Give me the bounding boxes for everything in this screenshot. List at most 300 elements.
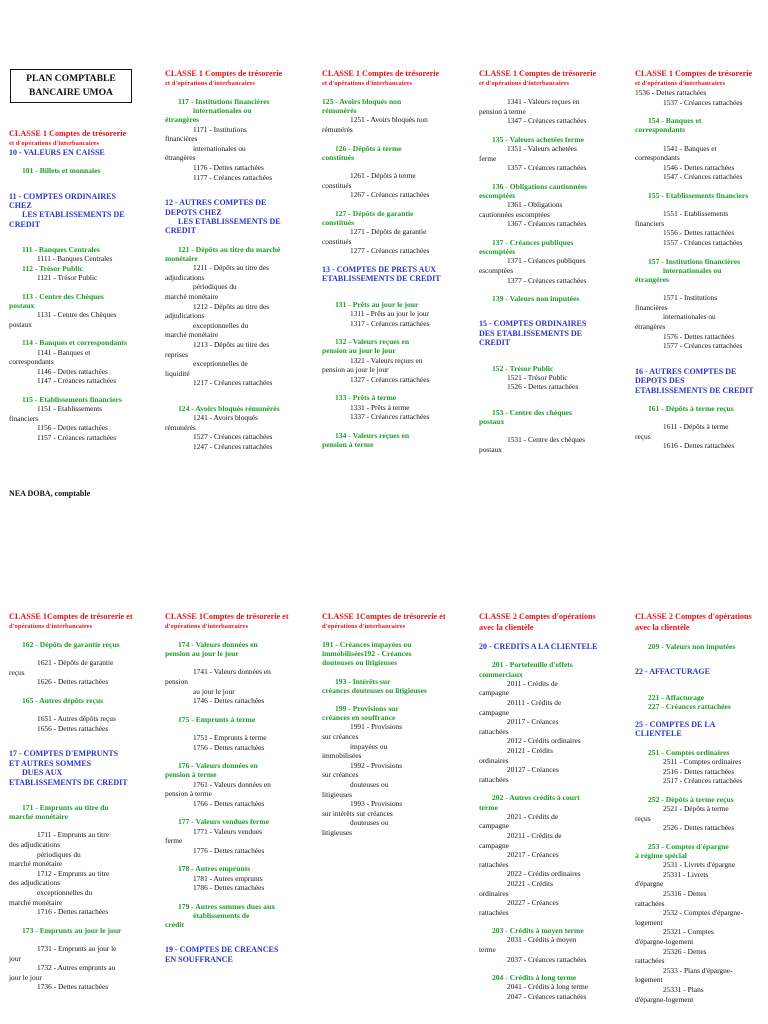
account-line: marché monétaire: [165, 330, 219, 340]
subsection-heading: 113 - Centre des Chèques: [22, 291, 104, 301]
account-line: 25326 - Dettes: [663, 946, 707, 956]
spacer: [9, 329, 147, 338]
spacer: [165, 182, 303, 198]
subsection-heading: pension au jour le jour: [322, 346, 396, 356]
subsection-heading: pension à terme: [165, 770, 217, 780]
account-line: 1541 - Banques et: [663, 143, 717, 153]
spacer: [322, 695, 460, 704]
account-line: 1377 - Créances rattachées: [507, 275, 587, 285]
subsection-heading: étrangères: [165, 115, 200, 125]
bottom-column-2: [165, 611, 303, 964]
account-line: correspondants: [9, 357, 54, 367]
section-heading: DEPOTS DES: [635, 376, 685, 386]
subsection-heading: 165 - Autres dépôts reçus: [22, 695, 104, 705]
account-line: 20217 - Créances: [507, 850, 559, 860]
account-line: impayées ou: [350, 741, 388, 751]
account-line: 1771 - Valeurs vendues: [193, 826, 263, 836]
subsection-heading: 135 - Valeurs achetées ferme: [492, 134, 584, 144]
account-line: rémunérés: [165, 422, 196, 432]
subsection-heading: 111 - Banques Centrales: [22, 245, 100, 255]
account-line: 2047 - Créances rattachées: [507, 992, 587, 1002]
account-line: 2531 - Livrets d'épargne: [663, 860, 736, 870]
subsection-heading: 137 - Créances publiques: [492, 237, 574, 247]
spacer: [165, 658, 303, 667]
account-line: 1157 - Créances rattachées: [37, 432, 117, 442]
account-line: exceptionnelles du: [193, 320, 249, 330]
account-line: 2526 - Dettes rattachées: [663, 823, 735, 833]
spacer: [165, 808, 303, 817]
account-line: 1347 - Créances rattachées: [507, 116, 587, 126]
bottom-column-3: [322, 611, 460, 838]
spacer: [635, 677, 768, 693]
spacer: [322, 422, 460, 431]
account-line: des adjudications: [9, 878, 61, 888]
subsection-heading: 117 - Institutions financières: [178, 97, 270, 106]
class-heading: avec la clientèle: [635, 623, 690, 632]
spacer: [635, 395, 768, 404]
account-line: 1177 - Créances rattachées: [193, 172, 273, 182]
account-line: rattachées: [479, 774, 509, 784]
top-column-4: [479, 68, 617, 455]
subsection-heading: 121 - Dépôts au titre du marché: [178, 244, 281, 254]
account-line: campagne: [479, 840, 509, 850]
spacer: [165, 706, 303, 715]
class-heading: CLASSE 2 Comptes d'opérations: [635, 612, 752, 621]
spacer: [322, 88, 460, 97]
class-heading: et d'opérations d'interbancaires: [9, 140, 100, 147]
account-line: 2517 - Créances rattachées: [663, 776, 743, 786]
account-line: 1576 - Dettes rattachées: [663, 331, 735, 341]
account-line: rattachées: [635, 898, 665, 908]
account-line: 1147 - Créances rattachées: [37, 376, 117, 386]
bottom-column-5: [635, 611, 768, 1004]
account-line: 1131 - Centre des Chèques: [37, 310, 117, 320]
account-line: 2031 - Crédits à moyen: [507, 935, 577, 945]
account-line: campagne: [479, 688, 509, 698]
spacer: [635, 200, 768, 209]
subsection-heading: douteuses ou litigieuses: [322, 658, 398, 668]
account-line: reçus: [635, 813, 651, 823]
class-heading: CLASSE 1 Comptes de trésorerie: [479, 69, 597, 78]
account-line: reçus: [9, 667, 25, 677]
account-line: financières: [635, 302, 668, 312]
spacer: [322, 162, 460, 171]
account-line: étrangères: [165, 153, 196, 163]
class-heading: d'opérations d'interbancaires: [165, 623, 249, 630]
account-line: 1371 - Créances publiques: [507, 256, 586, 266]
account-line: étrangères: [635, 321, 666, 331]
account-line: 1756 - Dettes rattachées: [193, 742, 265, 752]
account-line: escomptées: [479, 265, 514, 275]
account-line: 1211 - Dépôts au titre des: [193, 263, 269, 273]
account-line: 20227 - Créances: [507, 898, 559, 908]
account-line: 1146 - Dettes rattachées: [37, 366, 108, 376]
class-heading: d'opérations d'interbancaires: [322, 623, 406, 630]
class-heading: CLASSE 1 Comptes de trésorerie: [9, 129, 127, 138]
section-heading: CREDIT: [9, 219, 41, 229]
account-line: 1551 - Etablissements: [663, 209, 729, 219]
class-heading: CLASSE 1 Comptes de trésorerie: [322, 69, 440, 78]
spacer: [165, 236, 303, 245]
account-line: pension: [165, 677, 188, 686]
class-heading: et d'opérations d'interbancaires: [165, 80, 256, 87]
account-line: financiers: [635, 218, 665, 228]
account-line: 1151 - Etablissements: [37, 404, 102, 414]
spacer: [479, 229, 617, 238]
subsection-heading: crédit: [165, 920, 184, 930]
spacer: [165, 388, 303, 404]
subsection-heading: postaux: [9, 301, 35, 311]
account-line: jour: [9, 953, 21, 963]
subsection-heading: 204 - Crédits à long terme: [492, 973, 577, 983]
account-line: 1311 - Prêts au jour le jour: [350, 308, 429, 318]
class-heading: CLASSE 1Comptes de trésorerie et: [9, 612, 133, 621]
account-line: exceptionnelles du: [37, 887, 93, 897]
subsection-heading: étrangères: [635, 274, 670, 284]
top-column-2: [165, 68, 303, 452]
account-line: 1547 - Créances rattachées: [663, 172, 743, 182]
class-heading: CLASSE 1Comptes de trésorerie et: [165, 612, 289, 621]
subsection-heading: 127 - Dépôts de garantie: [335, 208, 414, 218]
account-line: jour le jour: [9, 972, 42, 982]
account-line: 25311 - Livrets: [663, 869, 709, 879]
subsection-heading: pension au jour le jour: [165, 649, 239, 659]
section-heading: 22 - AFFACTURAGE: [635, 667, 710, 677]
signature-line: NEA DOBA, comptable: [9, 489, 91, 498]
section-heading: 17 - COMPTES D'EMPRUNTS: [9, 749, 119, 759]
spacer: [479, 426, 617, 435]
account-line: 1337 - Créances rattachées: [350, 412, 430, 422]
account-line: pension à terme: [165, 789, 212, 799]
account-line: au jour le jour: [193, 686, 235, 696]
subsection-heading: 178 - Autres emprunts: [178, 864, 251, 874]
subsection-heading: 115 - Etablissements financiers: [22, 395, 122, 404]
account-line: 1557 - Créances rattachées: [663, 237, 743, 247]
account-line: 1331 - Prêts à terme: [350, 402, 410, 412]
account-line: 1141 - Banques et: [37, 347, 91, 357]
account-line: 1171 - Institutions: [193, 124, 247, 134]
top-column-1: [9, 104, 147, 443]
subsection-heading: internationales ou: [193, 106, 252, 116]
section-heading: EN SOUFFRANCE: [165, 954, 233, 964]
account-line: 1616 - Dettes rattachées: [663, 441, 735, 451]
spacer: [165, 724, 303, 733]
spacer: [9, 705, 147, 714]
class-heading: CLASSE 1 Comptes de trésorerie: [635, 69, 753, 78]
subsection-heading: 136 - Obligations cautionnées: [492, 181, 588, 191]
class-heading: d'opérations d'interbancaires: [9, 623, 93, 630]
account-line: 20121 - Crédits: [507, 745, 553, 755]
account-line: 1746 - Dettes rattachées: [193, 696, 265, 706]
subsection-heading: 134 - Valeurs reçues en: [335, 430, 410, 440]
subsection-heading: 154 - Banques et: [648, 116, 702, 126]
account-line: 1111 - Banques Centrales: [37, 254, 113, 264]
account-line: 2533 - Plans d'épargne-: [663, 965, 733, 975]
spacer: [9, 104, 147, 128]
spacer: [479, 964, 617, 973]
subsection-heading: 191 - Créances impayées ou: [322, 640, 412, 649]
account-line: internationales ou: [193, 143, 246, 153]
spacer: [9, 733, 147, 749]
spacer: [479, 651, 617, 660]
subsection-heading: créances en souffrance: [322, 713, 396, 723]
account-line: 1241 - Avoirs bloqués: [193, 413, 258, 423]
subsection-heading: 153 - Centre des chèques: [492, 407, 573, 417]
subsection-heading: 201 - Portefeuille d'effets: [492, 660, 573, 670]
account-line: internationales ou: [663, 312, 716, 322]
subsection-heading: 101 - Billets et monnaies: [22, 166, 101, 176]
account-line: sur créances: [322, 732, 359, 742]
account-line: constitués: [322, 180, 352, 190]
section-heading: ETABLISSEMENTS DE CREDIT: [635, 385, 754, 395]
account-line: 1277 - Créances rattachées: [350, 246, 430, 256]
account-line: 1571 - Institutions: [663, 293, 718, 303]
spacer: [9, 631, 147, 640]
account-line: sur créances: [322, 770, 359, 780]
account-line: d'épargne-logement: [635, 936, 694, 946]
subsection-heading: 139 - Valeurs non imputées: [492, 294, 580, 304]
spacer: [479, 88, 617, 97]
subsection-heading: 132 - Valeurs reçues en: [335, 337, 410, 347]
account-line: 1751 - Emprunts à terme: [193, 732, 267, 742]
account-line: campagne: [479, 821, 509, 831]
section-heading: ETABLISSEMENTS DE CREDIT: [9, 777, 128, 787]
account-line: 1786 - Dettes rattachées: [193, 883, 265, 893]
account-line: 1766 - Dettes rattachées: [193, 798, 265, 808]
subsection-heading: 251 - Comptes ordinaires: [648, 747, 730, 757]
account-line: 2521 - Dépôts à terme: [663, 804, 729, 814]
subsection-heading: escomptées: [479, 190, 516, 200]
spacer: [322, 668, 460, 677]
subsection-heading: commerciaux: [479, 669, 523, 679]
account-line: 1261 - Dépôts à terme: [350, 171, 416, 180]
subsection-heading: 124 - Avoirs bloqués rémunérés: [178, 403, 280, 413]
account-line: 2037 - Créances rattachées: [507, 954, 587, 964]
spacer: [635, 248, 768, 257]
subsection-heading: 171 - Emprunts au titre du: [22, 803, 109, 812]
account-line: d'épargne: [635, 879, 664, 889]
account-line: 2041 - Crédits à long terme: [507, 982, 589, 992]
section-heading: CLIENTELE: [635, 729, 682, 739]
account-line: postaux: [9, 319, 32, 329]
spacer: [479, 348, 617, 364]
subsection-heading: créances douteuses ou litigieuses: [322, 685, 427, 695]
account-line: marché monétaire: [9, 897, 63, 907]
account-line: d'épargne-logement: [635, 994, 694, 1004]
spacer: [165, 893, 303, 902]
account-line: terme: [479, 945, 496, 955]
spacer: [9, 821, 147, 830]
account-line: sur intérêts sur créances: [322, 808, 393, 818]
account-line: 1217 - Créances rattachées: [193, 378, 273, 388]
subsection-heading: rémunérés: [322, 106, 357, 116]
account-line: 2511 - Comptes ordinaires: [663, 757, 742, 767]
spacer: [9, 176, 147, 192]
spacer: [635, 107, 768, 116]
account-line: 1991 - Provisions: [350, 722, 403, 732]
account-line: périodiques du: [193, 282, 237, 292]
subsection-heading: escomptées: [479, 247, 516, 257]
spacer: [165, 88, 303, 97]
spacer: [165, 631, 303, 640]
spacer: [479, 126, 617, 135]
subsection-heading: terme: [479, 802, 498, 812]
subsection-heading: 177 - Valeurs vendues ferme: [178, 817, 270, 827]
account-line: 1526 - Dettes rattachées: [507, 382, 579, 392]
section-heading: ET AUTRES SOMMES: [9, 758, 92, 768]
account-line: 25316 - Dettes: [663, 888, 707, 898]
subsection-heading: immobilisées192 - Créances: [322, 649, 412, 659]
account-line: 1731 - Emprunts au jour le: [37, 943, 117, 953]
spacer: [635, 351, 768, 367]
account-line: rattachées: [479, 907, 509, 917]
account-line: 2012 - Crédits ordinaires: [507, 736, 581, 746]
account-line: postaux: [479, 444, 502, 454]
account-line: 1626 - Dettes rattachées: [37, 677, 109, 687]
subsection-heading: pension à terme: [322, 439, 374, 449]
account-line: douteuses ou: [350, 779, 389, 789]
account-line: 1121 - Trésor Public: [37, 273, 98, 283]
account-line: marché monétaire: [9, 859, 63, 869]
spacer: [9, 386, 147, 395]
spacer: [165, 752, 303, 761]
subsection-heading: 175 - Emprunts à terme: [178, 714, 256, 724]
subsection-heading: à régime spécial: [635, 851, 687, 860]
account-line: 1776 - Dettes rattachées: [193, 845, 265, 855]
account-line: reprises: [165, 349, 188, 359]
spacer: [322, 328, 460, 337]
spacer: [322, 284, 460, 300]
account-line: pension au jour le jour: [322, 365, 389, 375]
subsection-heading: 126 - Dépôts à terme: [335, 143, 402, 153]
subsection-heading: 112 - Trésor Public: [22, 264, 83, 274]
account-line: 1716 - Dettes rattachées: [37, 907, 109, 917]
spacer: [9, 229, 147, 245]
top-column-3: [322, 68, 460, 449]
account-line: 1341 - Valeurs reçues en: [507, 97, 580, 106]
account-line: adjudications: [165, 272, 205, 282]
account-line: litigieuses: [322, 789, 352, 799]
account-line: 1321 - Valeurs reçues en: [350, 355, 423, 365]
spacer: [9, 283, 147, 292]
account-line: 1212 - Dépôts au titre des: [193, 301, 270, 311]
subsection-heading: 252 - Dépôts à terme reçus: [648, 794, 734, 804]
section-heading: 25 - COMPTES DE LA: [635, 720, 716, 730]
spacer: [9, 935, 147, 944]
subsection-heading: 173 - Emprunts au jour le jour: [22, 925, 122, 935]
account-line: campagne: [479, 707, 509, 717]
account-line: ordinaires: [479, 888, 509, 898]
spacer: [9, 787, 147, 803]
account-line: 20111 - Crédits de: [507, 698, 562, 707]
account-line: ordinaires: [479, 755, 509, 765]
account-line: financières: [165, 134, 198, 144]
account-line: logement: [635, 975, 663, 985]
account-line: des adjudications: [9, 840, 61, 849]
subsection-heading: 227 - Créances rattachées: [648, 701, 731, 711]
subsection-heading: établissements de: [193, 910, 250, 920]
subsection-heading: 221 - Affacturage: [648, 692, 705, 702]
spacer: [479, 917, 617, 926]
spacer: [479, 392, 617, 408]
spacer: [635, 135, 768, 144]
account-line: immobilisées: [322, 751, 362, 761]
spacer: [479, 633, 617, 642]
account-line: 1656 - Dettes rattachées: [37, 723, 109, 733]
account-line: 1577 - Créances rattachées: [663, 341, 743, 351]
account-line: exceptionnelles de: [193, 359, 248, 369]
subsection-heading: 114 - Banques et correspondants: [22, 338, 127, 348]
account-line: 1556 - Dettes rattachées: [663, 228, 735, 238]
class-heading: CLASSE 2 Comptes d'opérations: [479, 612, 596, 621]
account-line: 25331 - Plans: [663, 984, 704, 994]
section-heading: DEPOTS CHEZ: [165, 207, 222, 217]
section-heading: 10 - VALEURS EN CAISSE: [9, 148, 105, 157]
spacer: [9, 157, 147, 166]
subsection-heading: monétaire: [165, 254, 198, 263]
account-line: 1267 - Créances rattachées: [350, 190, 430, 200]
account-line: litigieuses: [322, 827, 352, 837]
account-line: 1317 - Créances rattachées: [350, 318, 430, 328]
spacer: [322, 200, 460, 209]
account-line: 1711 - Emprunts au titre: [37, 830, 109, 840]
account-line: 2532 - Comptes d'épargne-: [663, 908, 743, 918]
account-line: 20221 - Crédits: [507, 878, 553, 888]
class-heading: CLASSE 1 Comptes de trésorerie: [165, 69, 283, 78]
spacer: [322, 256, 460, 265]
subsection-heading: 203 - Crédits à moyen terme: [492, 926, 584, 936]
account-line: 1251 - Avoirs bloqués non: [350, 115, 428, 125]
spacer: [635, 284, 768, 293]
spacer: [635, 651, 768, 667]
account-line: 1271 - Dépôts de garantie: [350, 227, 427, 237]
account-line: 1176 - Dettes rattachées: [193, 162, 264, 172]
section-heading: 15 - COMPTES ORDINAIRES: [479, 319, 587, 329]
bottom-column-1: [9, 611, 147, 992]
account-line: reçus: [635, 431, 651, 441]
account-line: 1651 - Autres dépôts reçus: [37, 714, 116, 724]
section-heading: DES ETABLISSEMENTS DE: [479, 328, 582, 338]
account-line: correspondants: [635, 153, 680, 163]
account-line: 20127 - Créances: [507, 765, 559, 775]
subsection-heading: 131 - Prêts au jour le jour: [335, 299, 419, 309]
account-line: 2021 - Crédits de: [507, 811, 559, 821]
class-heading: CLASSE 1Comptes de trésorerie et: [322, 612, 446, 621]
section-heading: LES ETABLISSEMENTS DE: [22, 210, 125, 220]
account-line: 20211 - Crédits de: [507, 830, 562, 840]
account-line: 1611 - Dépôts à terme: [663, 422, 729, 432]
spacer: [479, 303, 617, 319]
account-line: 1351 - Valeurs achetées: [507, 143, 577, 153]
subsection-heading: 174 - Valeurs données en: [178, 640, 258, 649]
section-heading: 11 - COMPTES ORDINAIRES: [9, 191, 116, 201]
account-line: 1213 - Dépôts au titre des: [193, 339, 270, 349]
spacer: [635, 413, 768, 422]
section-heading: LES ETABLISSEMENTS DE: [178, 216, 281, 226]
document-title-line-1: PLAN COMPTABLE: [26, 73, 116, 84]
subsection-heading: 155 - Etablissements financiers: [648, 190, 749, 200]
account-line: constitués: [322, 236, 352, 246]
account-line: 2516 - Dettes rattachées: [663, 766, 735, 776]
spacer: [635, 711, 768, 720]
account-line: adjudications: [165, 311, 205, 321]
section-heading: DUES AUX: [22, 768, 63, 778]
account-line: 1247 - Créances rattachées: [193, 441, 273, 451]
subsection-heading: 176 - Valeurs données en: [178, 761, 258, 771]
account-line: cautionnées escomptées: [479, 209, 550, 219]
account-line: 1521 - Trésor Public: [507, 372, 568, 382]
account-line: 1536 - Dettes rattachées: [635, 88, 707, 97]
